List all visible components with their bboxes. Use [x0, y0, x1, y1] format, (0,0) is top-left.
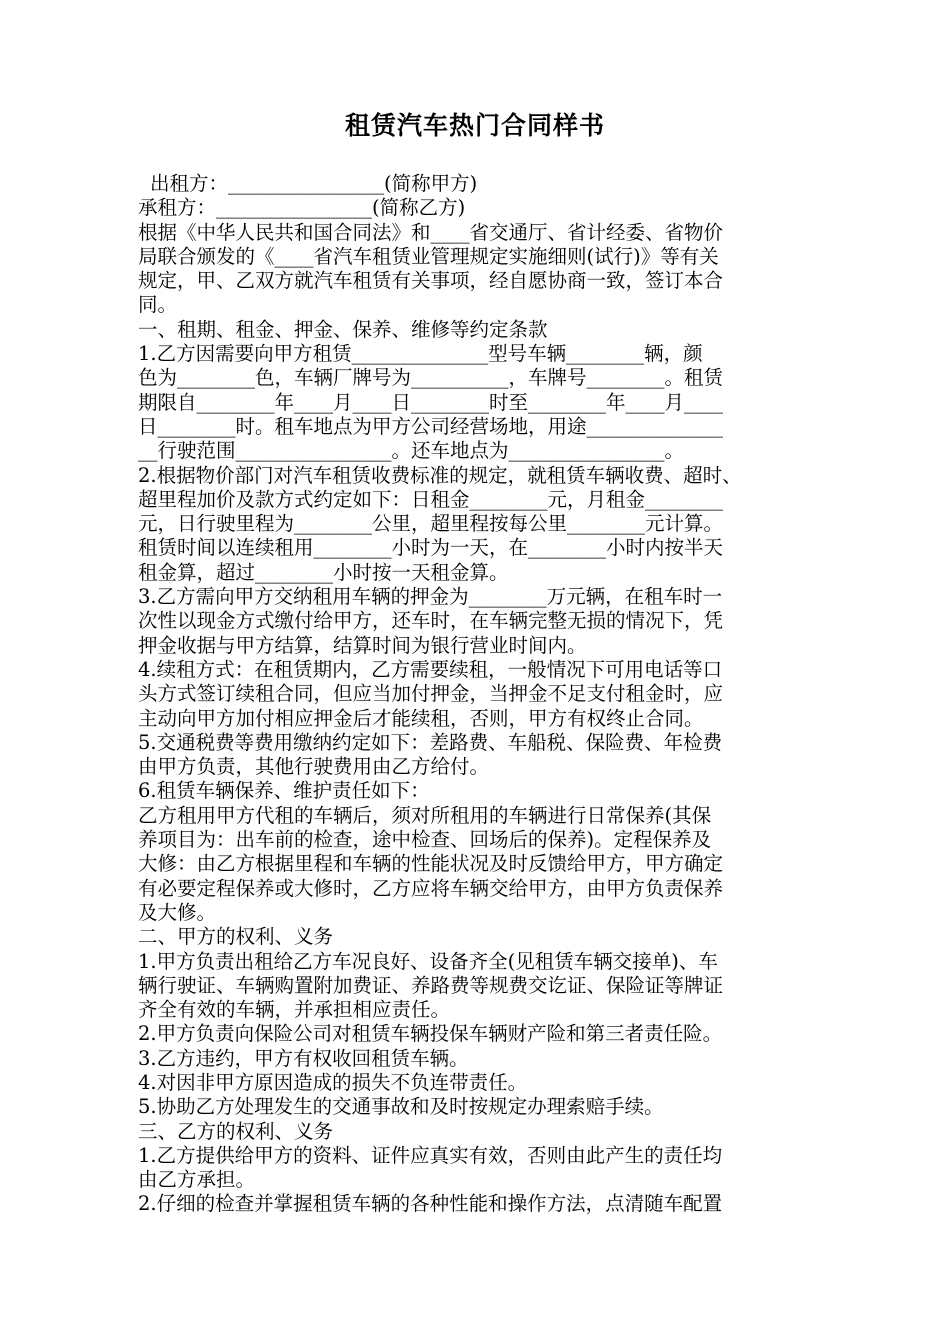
text-line: __行驶范围________________。还车地点为________________。 [138, 439, 685, 463]
text-line: 乙方租用甲方代租的车辆后，须对所租用的车辆进行日常保养(其保 [138, 803, 712, 827]
text-line: 4.续租方式：在租赁期内，乙方需要续租，一般情况下可用电话等口 [138, 657, 723, 681]
text-line: 辆行驶证、车辆购置附加费证、养路费等规费交讫证、保险证等牌证 [138, 973, 724, 997]
text-line: 有必要定程保养或大修时，乙方应将车辆交给甲方，由甲方负责保养 [138, 876, 724, 900]
text-line: 期限自________年____月____日________时至________年____月____ [138, 390, 724, 414]
text-line: 二、甲方的权利、义务 [138, 925, 334, 949]
text-line: 1.乙方因需要向甲方租赁______________型号车辆________辆，颜 [138, 342, 703, 366]
text-line: 4.对因非甲方原因造成的损失不负连带责任。 [138, 1070, 528, 1094]
text-line: 齐全有效的车辆，并承担相应责任。 [138, 998, 451, 1022]
text-line: 次性以现金方式缴付给甲方，还车时，在车辆完整无损的情况下，凭 [138, 609, 724, 633]
text-line: 出租方：________________(简称甲方) [150, 172, 478, 195]
text-line: 主动向甲方加付相应押金后才能续租，否则，甲方有权终止合同。 [138, 706, 704, 730]
text-line: 养项目为：出车前的检查，途中检查、回场后的保养)。定程保养及 [138, 828, 712, 852]
text-line: 超里程加价及款方式约定如下：日租金________元，月租金________ [138, 487, 724, 511]
text-line: 三、乙方的权利、义务 [138, 1119, 334, 1143]
text-line: 2.仔细的检查并掌握租赁车辆的各种性能和操作方法，点清随车配置 [138, 1192, 723, 1216]
text-line: 2.甲方负责向保险公司对租赁车辆投保车辆财产险和第三者责任险。 [138, 1022, 723, 1046]
text-line: 及大修。 [138, 900, 217, 924]
document-title: 租赁汽车热门合同样书 [344, 111, 605, 140]
text-line: 5.交通税费等费用缴纳约定如下：差路费、车船税、保险费、年检费 [138, 730, 723, 754]
text-line: 大修：由乙方根据里程和车辆的性能状况及时反馈给甲方，甲方确定 [138, 852, 724, 876]
text-line: 色为________色，车辆厂牌号为__________，车牌号________。租赁 [138, 366, 724, 390]
text-line: 局联合颁发的《____省汽车租赁业管理规定实施细则(试行)》等有关 [138, 244, 719, 268]
text-line: 6.租赁车辆保养、维护责任如下： [138, 779, 430, 803]
text-line: 3.乙方需向甲方交纳租用车辆的押金为________万元辆，在租车时一 [138, 585, 723, 609]
text-line: 1.乙方提供给甲方的资料、证件应真实有效，否则由此产生的责任均 [138, 1143, 723, 1167]
text-line: 押金收据与甲方结算，结算时间为银行营业时间内。 [138, 633, 587, 657]
text-line: 日________时。租车地点为甲方公司经营场地，用途______________ [138, 414, 724, 438]
document-body [138, 172, 818, 1217]
text-line: 租金算，超过________小时按一天租金算。 [138, 560, 509, 584]
text-line: 由乙方承担。 [138, 1168, 256, 1192]
text-line: 1.甲方负责出租给乙方车况良好、设备齐全(见租赁车辆交接单)、车 [138, 949, 718, 973]
text-line: 承租方：________________(简称乙方) [138, 196, 466, 220]
text-line: 3.乙方违约，甲方有权收回租赁车辆。 [138, 1046, 469, 1070]
text-line: 由甲方负责，其他行驶费用由乙方给付。 [138, 755, 490, 779]
text-line: 2.根据物价部门对汽车租赁收费标准的规定，就租赁车辆收费、超时、 [138, 463, 742, 487]
text-line: 一、租期、租金、押金、保养、维修等约定条款 [138, 317, 548, 341]
text-line: 元，日行驶里程为________公里，超里程按每公里________元计算。 [138, 512, 724, 536]
text-line: 根据《中华人民共和国合同法》和____省交通厅、省计经委、省物价 [138, 220, 724, 244]
text-line: 5.协助乙方处理发生的交通事故和及时按规定办理索赔手续。 [138, 1095, 664, 1119]
text-line: 规定，甲、乙双方就汽车租赁有关事项，经自愿协商一致，签订本合 [138, 269, 724, 293]
text-line: 头方式签订续租合同，但应当加付押金，当押金不足支付租金时，应 [138, 682, 724, 706]
text-line: 租赁时间以连续租用________小时为一天，在________小时内按半天 [138, 536, 724, 560]
text-line: 同。 [138, 293, 178, 317]
